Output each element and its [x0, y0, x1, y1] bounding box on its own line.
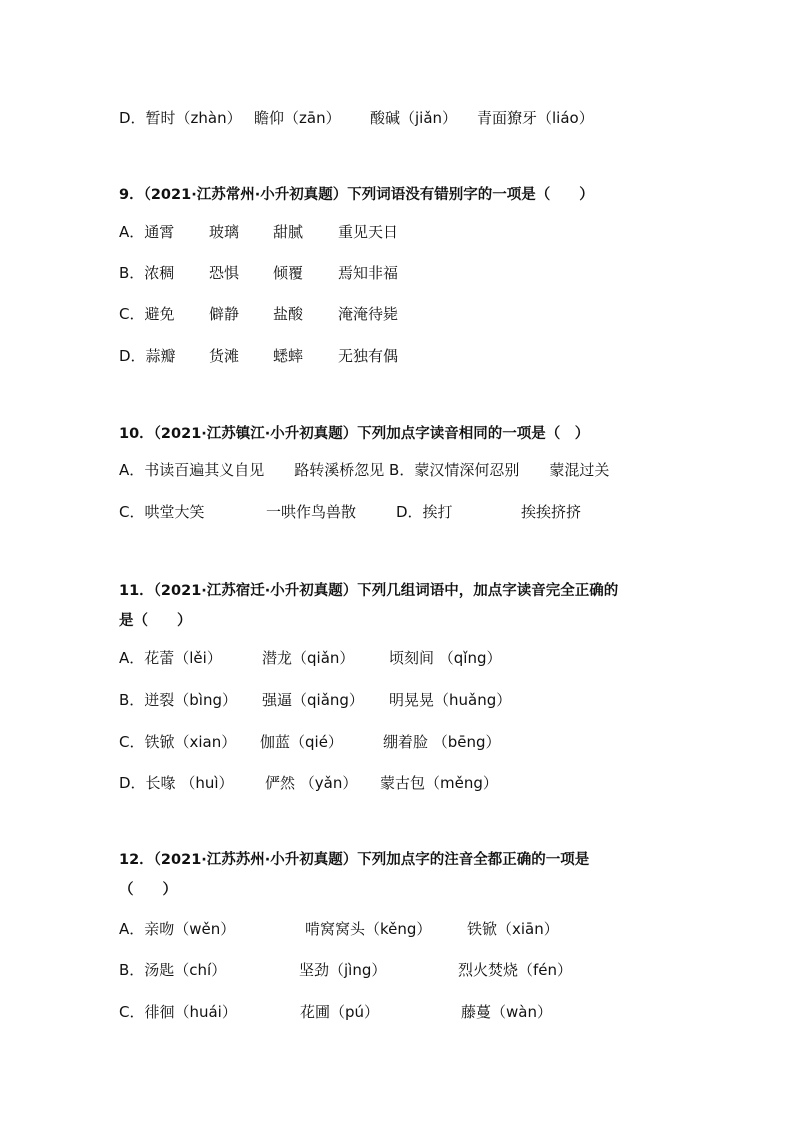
q12-b-word-2: 坚劲（jìng）: [299, 961, 387, 979]
q8-d-word-2: 瞻仰（zān）: [254, 109, 341, 127]
q11-b-word-1: B．迸裂（bìng）: [119, 691, 238, 709]
q11-a-word-1: A．花蕾（lěi）: [119, 649, 222, 667]
q9-a-word-4: 重见天日: [338, 223, 399, 241]
q9-d-word-2: 货滩: [209, 347, 240, 365]
q11-d-word-2: 俨然 （yǎn）: [265, 774, 358, 792]
q12-a-word-2: 啃窝窝头（kěng）: [305, 920, 432, 938]
q10-options-ab: A．书读百遍其义自见 路转溪桥忽见 B．蒙汉情深何忍别 蒙混过关: [119, 461, 610, 479]
q9-b-word-1: B．浓稠: [119, 264, 175, 282]
q12-c-word-3: 藤蔓（wàn）: [461, 1003, 552, 1021]
q10-c-word-1: C．哄堂大笑: [119, 503, 205, 521]
q10-d-word-2: 挨挨挤挤: [521, 503, 582, 521]
q8-d-word-4: 青面獠牙（liáo）: [477, 109, 594, 127]
q10-c-word-2: 一哄作鸟兽散: [266, 503, 357, 521]
q12-b-word-3: 烈火焚烧（fén）: [458, 961, 573, 979]
q9-a-word-1: A．通霄: [119, 223, 175, 241]
q12-c-word-1: C．徘徊（huái）: [119, 1003, 237, 1021]
q8-d-word-3: 酸碱（jiǎn）: [370, 109, 458, 127]
q10-stem: 10．（2021·江苏镇江·小升初真题）下列加点字读音相同的一项是（ ）: [119, 426, 590, 442]
q12-stem: 12．（2021·江苏苏州·小升初真题）下列加点字的注音全都正确的一项是: [119, 852, 590, 868]
q11-b-word-2: 强逼（qiǎng）: [262, 691, 364, 709]
q11-d-word-1: D．长喙 （huì）: [119, 774, 234, 792]
q9-c-word-2: 僻静: [209, 305, 240, 323]
q9-c-word-4: 淹淹待毙: [338, 305, 399, 323]
q11-c-word-3: 绷着脸 （bēng）: [383, 733, 501, 751]
q9-b-word-2: 恐惧: [209, 264, 240, 282]
q9-stem: 9．（2021·江苏常州·小升初真题）下列词语没有错别字的一项是（ ）: [119, 187, 594, 203]
q10-d-word-1: D．挨打: [396, 503, 453, 521]
q9-c-word-3: 盐酸: [273, 305, 304, 323]
q12-a-word-1: A．亲吻（wěn）: [119, 920, 236, 938]
q11-stem: 11．（2021·江苏宿迁·小升初真题）下列几组词语中，加点字读音完全正确的: [119, 583, 619, 599]
q8-d-word-1: D．暂时（zhàn）: [119, 109, 242, 127]
q12-b-word-1: B．汤匙（chí）: [119, 961, 227, 979]
q9-a-word-3: 甜腻: [273, 223, 304, 241]
q9-b-word-4: 焉知非福: [338, 264, 399, 282]
q11-stem-cont: 是（ ）: [119, 613, 192, 629]
q11-d-word-3: 蒙古包（měng）: [380, 774, 498, 792]
q12-c-word-2: 花圃（pú）: [300, 1003, 380, 1021]
q9-d-word-3: 蟋蟀: [273, 347, 304, 365]
q9-d-word-4: 无独有偶: [338, 347, 399, 365]
q11-c-word-1: C．铁锨（xian）: [119, 733, 237, 751]
q9-d-word-1: D．蒜瓣: [119, 347, 176, 365]
q11-b-word-3: 明晃晃（huǎng）: [389, 691, 512, 709]
q11-a-word-3: 顷刻间 （qǐng）: [389, 649, 502, 667]
q12-stem-cont: （ ）: [119, 882, 177, 898]
q12-a-word-3: 铁锨（xiān）: [467, 920, 559, 938]
q9-c-word-1: C．避免: [119, 305, 175, 323]
q11-a-word-2: 潜龙（qiǎn）: [262, 649, 355, 667]
q9-b-word-3: 倾覆: [273, 264, 304, 282]
q11-c-word-2: 伽蓝（qié）: [260, 733, 343, 751]
q9-a-word-2: 玻璃: [209, 223, 240, 241]
